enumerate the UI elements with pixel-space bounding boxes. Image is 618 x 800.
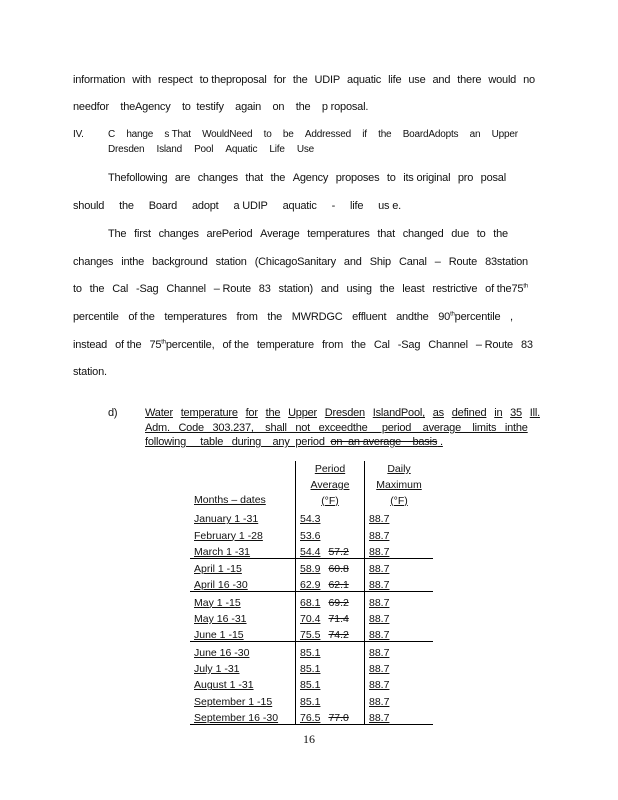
- period-average-cell: 76.5 77.0: [296, 708, 365, 725]
- paragraph3-line2: [73, 256, 528, 268]
- table-row: [190, 675, 433, 691]
- period-average-cell: 70.4 71.4: [296, 609, 365, 625]
- word: posal: [480, 172, 506, 184]
- word: an: [469, 129, 481, 140]
- paragraph1-line2: needfor theAgency to testify again on the p roposal.: [73, 101, 369, 113]
- daily-maximum-cell: 88.7: [369, 596, 390, 609]
- word: that: [245, 172, 263, 184]
- word: adopt: [192, 200, 219, 212]
- word: Route: [448, 256, 478, 268]
- daily-maximum-cell: 88.7: [369, 695, 390, 708]
- word: a UDIP: [233, 200, 268, 212]
- word: its original: [403, 172, 451, 184]
- paragraph3-line3: to the Cal -Sag Channel – Route 83 station) and using the least restrictive of the75th: [73, 283, 528, 295]
- paragraph1-line1: [73, 74, 535, 86]
- table-row: [190, 708, 433, 725]
- superscript-th: th: [161, 339, 166, 346]
- table-row: [190, 592, 433, 609]
- word: station: [215, 256, 247, 268]
- period-average-cell: 85.1: [296, 659, 365, 675]
- word: Island: [156, 144, 182, 155]
- word: to: [386, 172, 396, 184]
- word: UDIP: [314, 74, 341, 86]
- header-daily-maximum: Daily Maximum (°F): [376, 463, 422, 507]
- month-cell: March 1 -31: [190, 542, 296, 559]
- word: the: [493, 228, 508, 240]
- word: to theproposal: [199, 74, 267, 86]
- month-cell: September 1 -15: [190, 691, 296, 707]
- word: arePeriod: [206, 228, 253, 240]
- word: temperatures: [307, 228, 370, 240]
- table-row: [190, 525, 433, 541]
- section-heading-line1: [108, 129, 518, 140]
- word: due: [451, 228, 470, 240]
- month-cell: January 1 -31: [190, 509, 296, 525]
- struck-value: 71.4: [328, 613, 349, 626]
- word: use: [408, 74, 426, 86]
- word: pro: [457, 172, 474, 184]
- word: Agency: [292, 172, 329, 184]
- paragraph3-line4: percentile of the temperatures from the MWRDGC effluent andthe 90thpercentile ,: [73, 311, 513, 323]
- paragraph2-line2: [73, 200, 401, 212]
- word: –: [434, 256, 441, 268]
- month-cell: May 16 -31: [190, 609, 296, 625]
- word: s That: [164, 129, 191, 140]
- word: no: [523, 74, 535, 86]
- word: there: [457, 74, 482, 86]
- superscript-th: th: [450, 311, 455, 318]
- period-average-cell: 54.3: [296, 509, 365, 525]
- word: Ill.: [529, 407, 540, 419]
- table-row: [190, 542, 433, 559]
- word: and: [343, 256, 362, 268]
- month-cell: June 1 -15: [190, 625, 296, 642]
- table-row: [190, 509, 433, 525]
- word: be: [282, 129, 294, 140]
- word: Use: [296, 144, 314, 155]
- daily-maximum-cell: 88.7: [365, 708, 434, 725]
- word: BoardAdopts: [402, 129, 459, 140]
- daily-maximum-cell: 88.7: [369, 646, 390, 659]
- period-average-cell: 85.1: [296, 675, 365, 691]
- word: aquatic: [347, 74, 382, 86]
- struck-value: 57.2: [328, 545, 349, 558]
- word: IslandPool,: [372, 407, 425, 419]
- word: the: [270, 172, 286, 184]
- daily-maximum-cell: 88.7: [365, 542, 434, 559]
- word: hange: [126, 129, 154, 140]
- table-body: [190, 509, 433, 724]
- paragraph2-line1: [108, 172, 506, 184]
- page-number: 16: [303, 732, 315, 746]
- word: The: [108, 228, 127, 240]
- period-average-cell: 68.1 69.2: [296, 592, 365, 609]
- period-average-cell: 85.1: [296, 691, 365, 707]
- word: as: [432, 407, 444, 419]
- word: would: [488, 74, 517, 86]
- period-average-cell: 54.4 57.2: [296, 542, 365, 559]
- word: are: [174, 172, 191, 184]
- struck-value: 62.1: [328, 579, 349, 592]
- paragraph3-line5: instead of the 75thpercentile, of the temperature from the Cal -Sag Channel – Route 83: [73, 339, 533, 351]
- month-cell: September 16 -30: [190, 708, 296, 725]
- period-average-cell: 58.9 60.8: [296, 558, 365, 575]
- daily-maximum-cell: 88.7: [369, 662, 390, 675]
- section-number: IV.: [73, 129, 84, 140]
- regulation-label: d): [108, 407, 118, 419]
- word: should: [73, 200, 105, 212]
- word: Dresden: [108, 144, 145, 155]
- word: changes: [158, 228, 199, 240]
- table-row: [190, 609, 433, 625]
- month-cell: June 16 -30: [190, 642, 296, 659]
- section-heading-line2: [108, 144, 314, 155]
- word: the: [292, 74, 308, 86]
- word: Average: [260, 228, 300, 240]
- struck-text: on an average basis: [330, 436, 438, 448]
- regulation-line2: Adm. Code 303.237, shall not exceedthe period average limits inthe: [145, 422, 528, 434]
- word: 83station: [485, 256, 528, 268]
- month-cell: July 1 -31: [190, 659, 296, 675]
- word: to: [476, 228, 486, 240]
- daily-maximum-cell: 88.7: [369, 529, 390, 542]
- word: for: [273, 74, 286, 86]
- word: WouldNeed: [202, 129, 253, 140]
- word: Board: [148, 200, 178, 212]
- paragraph3-line6: station.: [73, 366, 107, 378]
- table-row: [190, 625, 433, 642]
- daily-maximum-cell: 88.7: [365, 575, 434, 592]
- word: Ship: [369, 256, 391, 268]
- word: inthe: [121, 256, 145, 268]
- period-average-cell: 62.9 62.1: [296, 575, 365, 592]
- struck-value: 69.2: [328, 596, 349, 609]
- word: first: [134, 228, 151, 240]
- word: defined: [451, 407, 487, 419]
- word: Addressed: [304, 129, 351, 140]
- daily-maximum-cell: 88.7: [369, 613, 390, 626]
- daily-maximum-cell: 88.7: [369, 679, 390, 692]
- word: -: [331, 200, 336, 212]
- word: the: [265, 407, 281, 419]
- table-header-row: [190, 461, 433, 509]
- regulation-line1: [145, 407, 540, 419]
- header-period-average: Period Average (°F): [296, 461, 365, 509]
- word: in: [494, 407, 503, 419]
- table-row: [190, 642, 433, 659]
- word: the: [378, 129, 392, 140]
- table-row: [190, 558, 433, 575]
- word: to: [263, 129, 272, 140]
- word: Pool: [194, 144, 214, 155]
- word: the: [119, 200, 134, 212]
- month-cell: August 1 -31: [190, 675, 296, 691]
- word: Aquatic: [225, 144, 258, 155]
- word: life: [349, 200, 364, 212]
- period-average-cell: 75.5 74.2: [296, 625, 365, 642]
- month-cell: May 1 -15: [190, 592, 296, 609]
- word: Canal: [398, 256, 427, 268]
- regulation-line3: following table during any period on an average basis .: [145, 436, 443, 448]
- word: 35: [510, 407, 522, 419]
- month-cell: April 16 -30: [190, 575, 296, 592]
- word: C: [108, 129, 116, 140]
- superscript-th: th: [523, 283, 528, 290]
- word: that: [377, 228, 395, 240]
- month-cell: April 1 -15: [190, 558, 296, 575]
- word: changed: [402, 228, 444, 240]
- table-row: [190, 659, 433, 675]
- period-average-cell: 53.6: [296, 525, 365, 541]
- word: information: [73, 74, 126, 86]
- word: Water: [145, 407, 173, 419]
- word: changes: [73, 256, 114, 268]
- daily-maximum-cell: 88.7: [369, 513, 390, 526]
- word: us e.: [378, 200, 401, 212]
- word: if: [362, 129, 367, 140]
- temperature-table: [190, 461, 433, 725]
- struck-value: 74.2: [328, 629, 349, 642]
- word: changes: [197, 172, 238, 184]
- word: aquatic: [282, 200, 317, 212]
- word: for: [245, 407, 258, 419]
- word: Thefollowing: [108, 172, 168, 184]
- struck-value: 60.8: [328, 563, 349, 576]
- word: proposes: [335, 172, 380, 184]
- daily-maximum-cell: 88.7: [369, 563, 390, 576]
- word: (ChicagoSanitary: [254, 256, 336, 268]
- word: Dresden: [324, 407, 365, 419]
- word: background: [152, 256, 208, 268]
- paragraph3-line1: [108, 228, 508, 240]
- word: and: [432, 74, 451, 86]
- table-row: [190, 575, 433, 592]
- word: temperature: [180, 407, 238, 419]
- daily-maximum-cell: 88.7: [365, 625, 434, 642]
- word: with: [132, 74, 151, 86]
- word: life: [388, 74, 402, 86]
- header-months: Months – dates: [190, 461, 296, 509]
- month-cell: February 1 -28: [190, 525, 296, 541]
- period-average-cell: 85.1: [296, 642, 365, 659]
- word: Upper: [491, 129, 518, 140]
- word: Life: [269, 144, 285, 155]
- word: respect: [157, 74, 193, 86]
- word: Upper: [288, 407, 318, 419]
- struck-value: 77.0: [328, 711, 349, 724]
- table-row: [190, 691, 433, 707]
